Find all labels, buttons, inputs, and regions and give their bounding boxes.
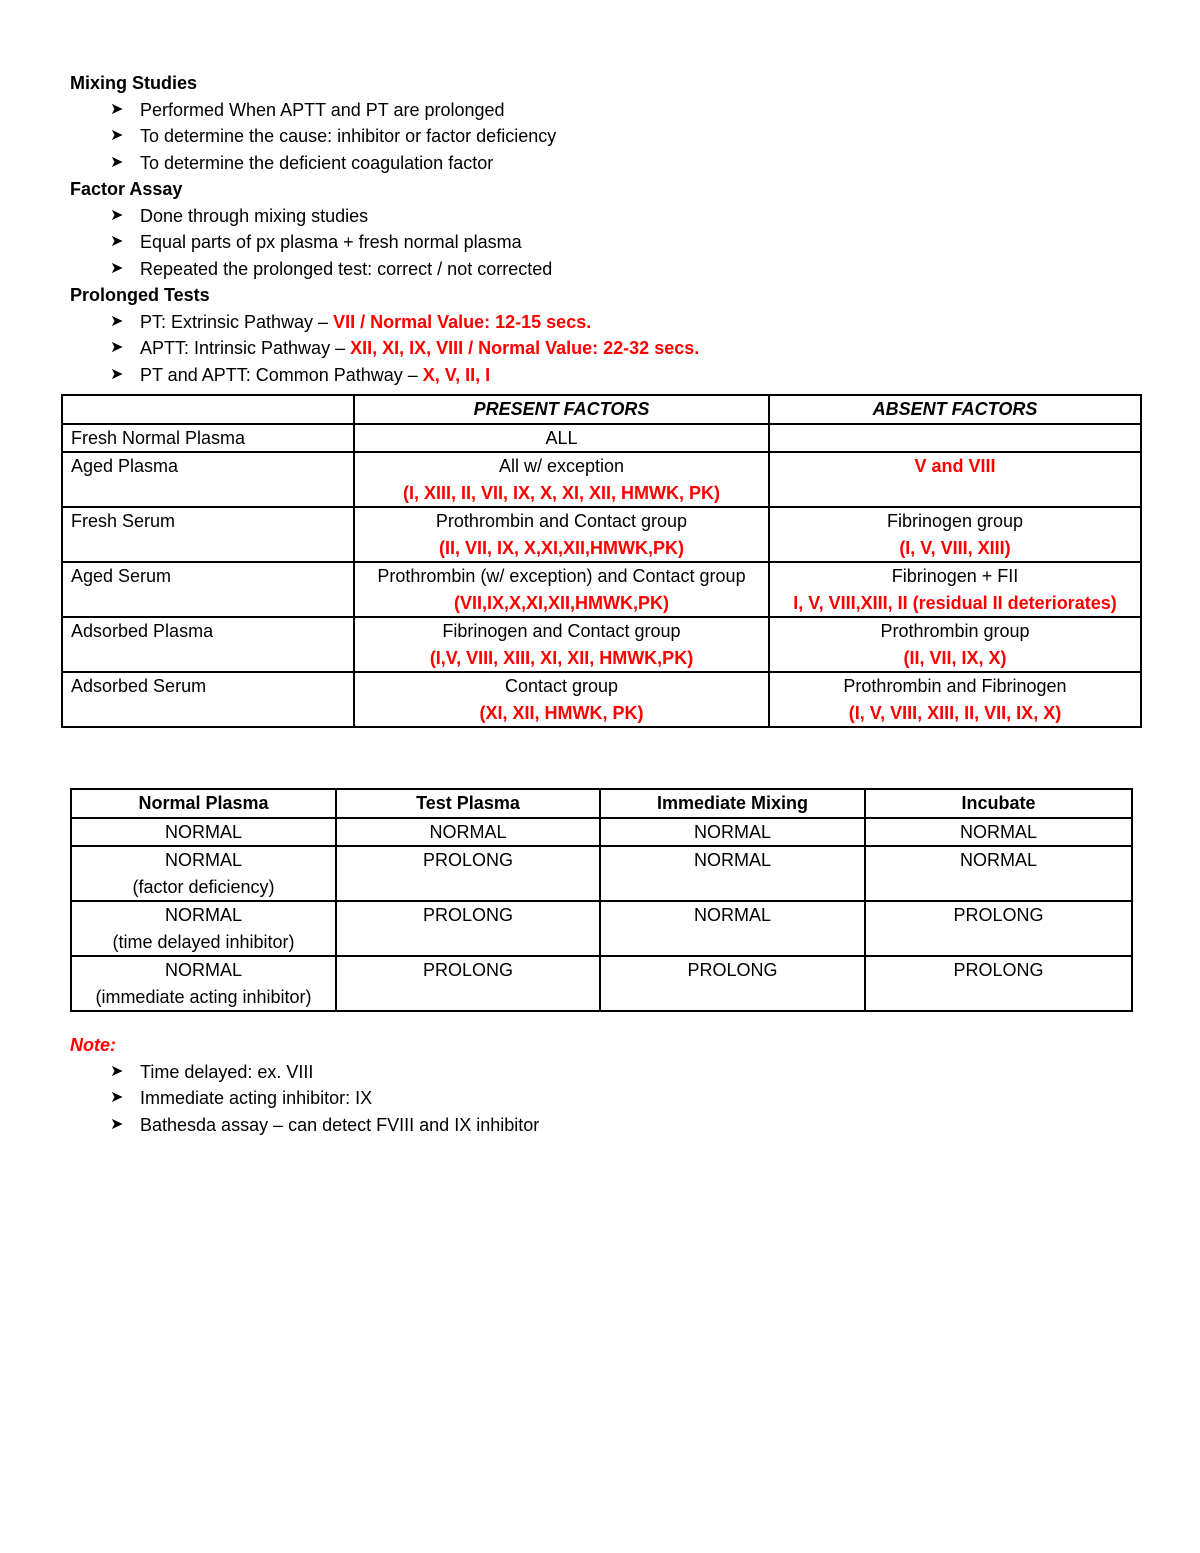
list-item: ➤ Done through mixing studies (106, 203, 1150, 230)
prolonged-tests-list (70, 309, 1150, 389)
row-label: Adsorbed Plasma (62, 617, 354, 672)
normal-plasma-cell: NORMAL (immediate acting inhibitor) (71, 956, 336, 1011)
table-header-row (62, 395, 1141, 424)
header-cell: Test Plasma (336, 789, 600, 818)
list-item: ➤ Repeated the prolonged test: correct / not corrected (106, 256, 1150, 283)
row-label: Fresh Serum (62, 507, 354, 562)
test-plasma-cell: PROLONG (336, 901, 600, 956)
list-item: ➤ Equal parts of px plasma + fresh normal plasma (106, 229, 1150, 256)
absent-cell (769, 424, 1141, 453)
mixing-studies-heading: Mixing Studies (70, 73, 198, 93)
table-row (71, 846, 1132, 901)
present-cell: Prothrombin (w/ exception) and Contact group (VII,IX,X,XI,XII,HMWK,PK) (354, 562, 769, 617)
row-label: Aged Serum (62, 562, 354, 617)
header-cell: PRESENT FACTORS (354, 395, 769, 424)
list-item: ➤ PT: Extrinsic Pathway – VII / Normal Value: 12-15 secs. (106, 309, 1150, 336)
header-cell (62, 395, 354, 424)
incubate-cell: NORMAL (865, 846, 1132, 901)
note-section (70, 1032, 1150, 1138)
absent-cell: Prothrombin and Fibrinogen (I, V, VIII, XIII, II, VII, IX, X) (769, 672, 1141, 727)
test-plasma-cell: PROLONG (336, 956, 600, 1011)
test-plasma-cell: NORMAL (336, 818, 600, 847)
normal-plasma-cell: NORMAL (71, 818, 336, 847)
arrow-bullet-icon: ➤ (110, 153, 124, 171)
absent-cell: Fibrinogen + FII I, V, VIII,XIII, II (residual II deteriorates) (769, 562, 1141, 617)
present-cell: Prothrombin and Contact group (II, VII, IX, X,XI,XII,HMWK,PK) (354, 507, 769, 562)
arrow-bullet-icon: ➤ (110, 312, 124, 330)
row-label: Aged Plasma (62, 452, 354, 507)
arrow-bullet-icon: ➤ (110, 1062, 124, 1080)
table-row (62, 672, 1141, 727)
table-row (71, 818, 1132, 847)
row-label: Adsorbed Serum (62, 672, 354, 727)
arrow-bullet-icon: ➤ (110, 365, 124, 383)
header-cell: Immediate Mixing (600, 789, 865, 818)
table-row (62, 507, 1141, 562)
immediate-mixing-cell: NORMAL (600, 818, 865, 847)
prolonged-tests-heading: Prolonged Tests (70, 285, 210, 305)
table-header-row (71, 789, 1132, 818)
table-row (62, 424, 1141, 453)
absent-cell: V and VIII (769, 452, 1141, 507)
arrow-bullet-icon: ➤ (110, 1115, 124, 1133)
present-cell: ALL (354, 424, 769, 453)
table-row (62, 617, 1141, 672)
incubate-cell: PROLONG (865, 901, 1132, 956)
arrow-bullet-icon: ➤ (110, 127, 124, 144)
factors-table (61, 394, 1142, 728)
table-row (62, 452, 1141, 507)
list-item: ➤ To determine the cause: inhibitor or factor deficiency (106, 123, 1150, 150)
present-cell: All w/ exception (I, XIII, II, VII, IX, X, XI, XII, HMWK, PK) (354, 452, 769, 507)
table-row (71, 956, 1132, 1011)
factor-assay-heading: Factor Assay (70, 179, 183, 199)
note-list (70, 1059, 1150, 1139)
table-row (71, 901, 1132, 956)
header-cell: Incubate (865, 789, 1132, 818)
list-item: ➤ APTT: Intrinsic Pathway – XII, XI, IX, VIII / Normal Value: 22-32 secs. (106, 335, 1150, 362)
list-item: ➤ To determine the deficient coagulation factor (106, 150, 1150, 177)
list-item: ➤ Performed When APTT and PT are prolonged (106, 97, 1150, 124)
present-cell: Fibrinogen and Contact group (I,V, VIII, XIII, XI, XII, HMWK,PK) (354, 617, 769, 672)
list-item: ➤ Immediate acting inhibitor: IX (106, 1085, 1150, 1112)
list-item: ➤ PT and APTT: Common Pathway – X, V, II, I (106, 362, 1150, 389)
normal-plasma-cell: NORMAL (time delayed inhibitor) (71, 901, 336, 956)
notes-section (70, 70, 1150, 388)
arrow-bullet-icon: ➤ (110, 1089, 124, 1106)
present-cell: Contact group (XI, XII, HMWK, PK) (354, 672, 769, 727)
arrow-bullet-icon: ➤ (110, 206, 124, 224)
absent-cell: Fibrinogen group (I, V, VIII, XIII) (769, 507, 1141, 562)
mixing-studies-list (70, 97, 1150, 177)
table-row (62, 562, 1141, 617)
incubate-cell: NORMAL (865, 818, 1132, 847)
header-cell: ABSENT FACTORS (769, 395, 1141, 424)
list-item: ➤ Time delayed: ex. VIII (106, 1059, 1150, 1086)
immediate-mixing-cell: PROLONG (600, 956, 865, 1011)
arrow-bullet-icon: ➤ (110, 233, 124, 250)
arrow-bullet-icon: ➤ (110, 339, 124, 356)
header-cell: Normal Plasma (71, 789, 336, 818)
mixing-results-table (70, 788, 1133, 1012)
arrow-bullet-icon: ➤ (110, 100, 124, 118)
note-label: Note: (70, 1035, 116, 1055)
factor-assay-list (70, 203, 1150, 283)
immediate-mixing-cell: NORMAL (600, 901, 865, 956)
row-label: Fresh Normal Plasma (62, 424, 354, 453)
immediate-mixing-cell: NORMAL (600, 846, 865, 901)
absent-cell: Prothrombin group (II, VII, IX, X) (769, 617, 1141, 672)
list-item: ➤ Bathesda assay – can detect FVIII and IX inhibitor (106, 1112, 1150, 1139)
normal-plasma-cell: NORMAL (factor deficiency) (71, 846, 336, 901)
test-plasma-cell: PROLONG (336, 846, 600, 901)
arrow-bullet-icon: ➤ (110, 259, 124, 277)
incubate-cell: PROLONG (865, 956, 1132, 1011)
